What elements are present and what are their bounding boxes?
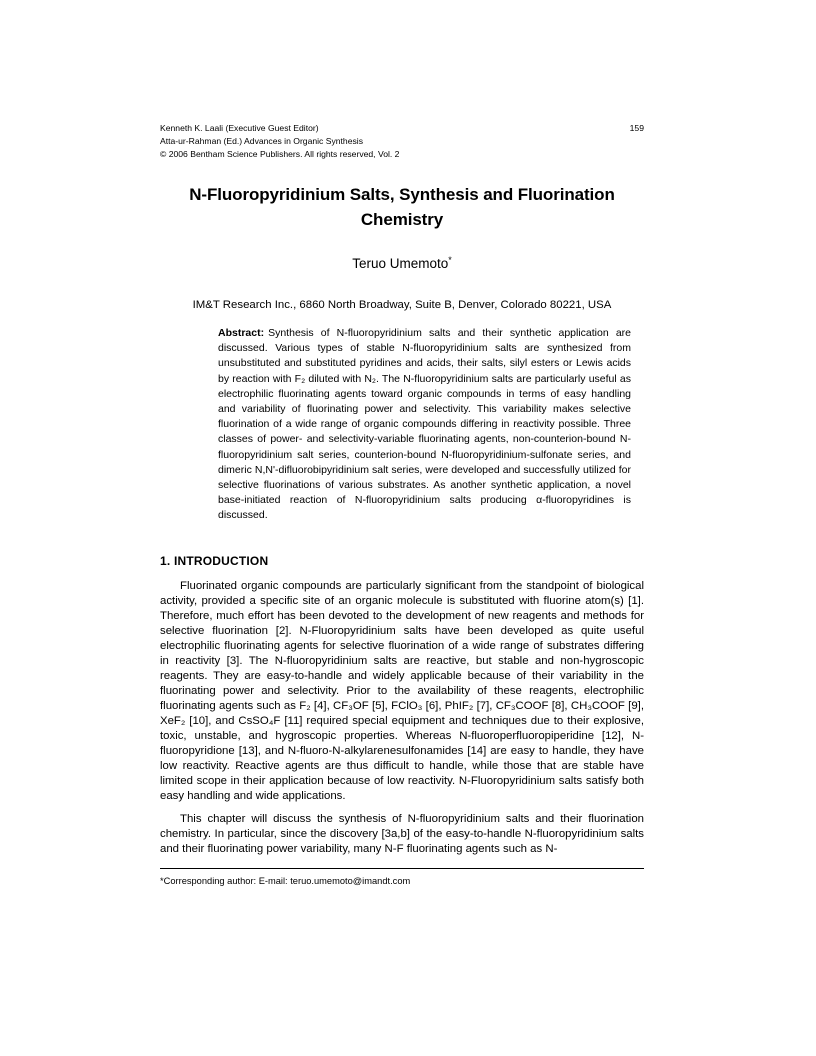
copyright-notice: © 2006 Bentham Science Publishers. All rights reserved, Vol. 2: [160, 149, 400, 159]
intro-paragraph-2: This chapter will discuss the synthesis of N-fluoropyridinium salts and their fluorination chemistry. In particular, since the discovery [3a,b] of the easy-to-handle N-fluoropyridinium salts and their fluorinating power variability, many N-F fluorinating agents such as N-: [160, 812, 644, 855]
page-number: 159: [629, 123, 644, 133]
abstract-paragraph: [218, 326, 631, 524]
chapter-title: N-Fluoropyridinium Salts, Synthesis and Fluorination Chemistry: [189, 185, 615, 229]
author-name: Teruo Umemoto: [352, 256, 449, 271]
author-line: [160, 256, 644, 271]
corresponding-author-footnote: *Corresponding author: E-mail: teruo.umemoto@imandt.com: [160, 876, 411, 886]
editor-credit: Kenneth K. Laali (Executive Guest Editor): [160, 123, 319, 133]
footnote-block: [160, 868, 644, 886]
series-credit: Atta-ur-Rahman (Ed.) Advances in Organic Synthesis: [160, 136, 363, 146]
abstract-text: Synthesis of N-fluoropyridinium salts and their synthetic application are discussed. Various types of stable N-fluoropyridinium salts are synthesized from unsubstituted and substituted pyridines and acids, their salts, silyl esters or Lewis acids by reaction with F₂ diluted with N₂. The N-fluoropyridinium salts are particularly useful as electrophilic fluorinating agents toward organic compounds in terms of easy handling and variability of fluorinating power and selectivity. This variability makes selective fluorination of a wide range of organic compounds differing in reactivity possible. Three classes of power- and selectivity-variable fluorinating agents, non-counterion-bound N-fluoropyridinium salt series, counterion-bound N-fluoropyridinium-sulfonate series, and dimeric N,N'-difluorobipyridinium salt series, were developed and successfully utilized for selective fluorinations of various substrates. As another synthetic application, a novel base-initiated reaction of N-fluoropyridinium salts producing α-fluoropyridines is discussed.: [218, 327, 631, 522]
section-heading-introduction: 1. INTRODUCTION: [160, 553, 269, 568]
abstract-label: Abstract:: [218, 327, 265, 339]
author-footnote-mark: *: [448, 255, 452, 265]
page-header-top-row: [160, 122, 644, 135]
page-header: [160, 122, 644, 161]
author-affiliation: IM&T Research Inc., 6860 North Broadway, Suite B, Denver, Colorado 80221, USA: [192, 299, 612, 311]
footnote-divider: [160, 868, 644, 869]
intro-paragraph-1: Fluorinated organic compounds are particularly significant from the standpoint of biological activity, provided a specific site of an organic molecule is substituted with fluorine atom(s) [1]. Therefore, much effort has been devoted to the development of new reagents and methods for selective fluorination [2]. N-Fluoropyridinium salts have been developed as quite useful electrophilic fluorinating agents for selective fluorination of a wide range of substrates differing in reactivity [3]. The N-fluoropyridinium salts are reactive, but stable and non-hygroscopic reagents. They are easy-to-handle and widely applicable because of their variability in the fluorinating power and selectivity. Prior to the availability of these reagents, electrophilic fluorinating agents such as F₂ [4], CF₃OF [5], FClO₃ [6], PhIF₂ [7], CF₃COOF [8], CH₃COOF [9], XeF₂ [10], and CsSO₄F [11] required special equipment and techniques due to their explosive, toxic, unstable, and hygroscopic properties. Whereas N-fluoroperfluoropiperidine [12], N-fluoropyridione [13], and N-fluoro-N-alkylarenesulfonamides [14] are easy to handle, they have low reactivity. Reactive agents are thus difficult to handle, while those that are stable have limited scope in their application because of low reactivity. N-Fluoropyridinium salts satisfy both easy handling and wide applications.: [160, 579, 644, 802]
